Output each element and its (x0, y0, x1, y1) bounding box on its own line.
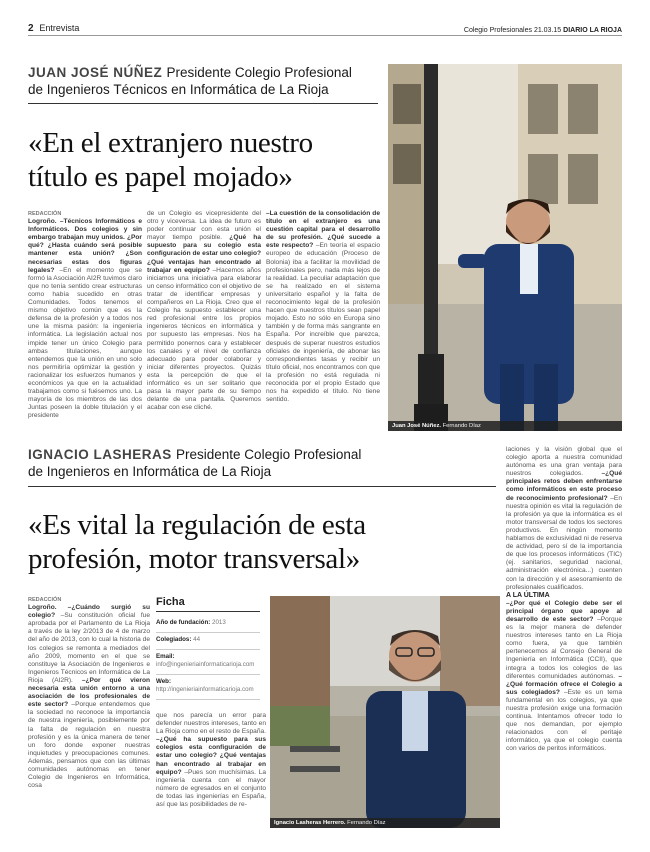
article1-answer-2: –Hacemos años iniciamos una iniciativa para elaborar un censo informático con el objetivo de tratar de identificar empresas y compañeros en La Rioja. Creo que el Colegio ha supuesto establecer una red profesional entre los propios ingenieros técnicos en informática y por supuesto las empresas. Nos ha permitido ponernos cara y establecer los canales y el nivel de confianza adecuado para poder colaborar y iniciar diferentes proyectos. Quizás esta la percepción de que el informático es un ser solitario que pasa la mayor parte de su tiempo delante de una pantalla. Queremos acabar con ese cliché. (147, 266, 261, 412)
article1-question-1: Logroño. –Técnicos Informáticos e Informáticos. Dos colegios y sin embargo trabajan muy unidos. ¿Por qué? ¿Hasta cuándo será posible mantener esta unión? ¿Son necesarias estas dos figuras legales? (28, 218, 142, 274)
article1-person-head (28, 64, 352, 98)
article2-rule (28, 486, 496, 487)
article2-headline-line2: profesión, motor transversal» (28, 543, 360, 575)
ficha-founded-label: Año de fundación: (156, 619, 213, 626)
article1-photo (388, 64, 622, 431)
article1-headline (28, 126, 313, 194)
article1-byline: REDACCIÓN (28, 211, 62, 217)
article2-question-5: –¿Por qué el Colegio debe ser el principal órgano que apoye al desarrollo de este sector? (506, 599, 622, 623)
article2-photo-caption-name: Ignacio Lasheras Herrero. (274, 820, 348, 826)
ficha-title: Ficha (156, 596, 260, 612)
article2-column-1 (28, 596, 150, 828)
edition-date: 21.03.15 (533, 27, 564, 34)
article1-answer-3: –En teoría el espacio europeo de educación (Proceso de Bolonia) iba a facilitar la movilidad de profesionales pero, nada más lejos de la realidad. La peculiar adaptación que se ha realizado en el sistema universitario español y la falta de reconocimiento legal de la profesión hacen que nuestros títulos sean papel mojado. Esto no sólo en Europa sino también y de forma más sangrante en España. Por increíble que parezca, después de superar nuestros estudios oficiales de ingeniería, de abonar las correspondientes tasas y recibir un título oficial, nos encontramos con que la profesión no está regulada ni reconocida por el propio Estado que nos ha expedido el título. No tiene sentido. (266, 242, 380, 404)
article2-byline: REDACCIÓN (28, 597, 62, 603)
article2-photo-caption (270, 818, 500, 828)
article2-column-2 (156, 712, 266, 828)
ficha-box (156, 596, 260, 700)
page-header-right (464, 27, 622, 34)
ficha-founded-value: 2013 (212, 619, 226, 626)
article2-photo (270, 596, 500, 828)
section-name: Entrevista (39, 23, 80, 33)
article2-question-4: –¿Qué principales retos deben enfrentarse como informáticos en este proceso de reconocimiento profesional? (506, 470, 622, 502)
ficha-email-value: info@ingenieriainformaticarioja.com (156, 661, 255, 668)
ficha-email-label: Email: (156, 653, 175, 660)
ficha-web-value: http://ingenieriainformaticarioja.com (156, 686, 254, 693)
ficha-email (156, 650, 260, 675)
article1-photo-caption-name: Juan José Núñez. (392, 423, 443, 429)
article2-column-3 (506, 446, 622, 828)
article1-question-2: ¿Qué ha supuesto para su colegio esta configuración de estar uno colegio? ¿Qué ventajas han encontrado al trabajar en equipo? (147, 234, 261, 274)
page-header-left (28, 23, 79, 34)
article2-question-1: Logroño. –¿Cuándo surgió su colegio? (28, 604, 150, 620)
article1-photo-illustration (388, 64, 622, 431)
article2-answer-1: –Su constitución oficial fue aprobada por el Parlamento de La Rioja a través de la ley 2/2013 de 4 de marzo del año de 2013, con lo cual la historia de los colegios se remonta a mediados del año 2009, momento en el que se constituye la Asociación de Ingenieros e Ingenieros Técnicos en Informática de La Rioja (AI2R). (28, 612, 150, 684)
article2-answer-3-cont: laciones y la visión global que el colegio aporta a nuestra comunidad autónoma es una gran ventaja para nuestros colegiados. (506, 446, 622, 478)
article2-person-head (28, 446, 361, 480)
article1-photo-caption-credit: Fernando Díaz (442, 423, 481, 429)
ficha-founded (156, 616, 260, 633)
article1-name: JUAN JOSÉ NÚÑEZ (28, 65, 167, 80)
article2-headline (28, 508, 366, 576)
article1-column-2 (147, 210, 261, 425)
article2-answer-2: –Porque entendemos que la sociedad no reconoce la importancia de nuestra ingeniería, posiblemente por la falta de regulación en nuestra profesión y es la única manera de tener un foro donde exponer nuestras inquietudes y preocupaciones comunes. Además, pensamos que con las últimas comunidades autónomas en tener Colegio de Ingenieros en Informática, cosa (28, 701, 150, 790)
page-header (28, 22, 622, 36)
article1-rule (28, 103, 378, 104)
article2-role-line2: de Ingenieros en Informática de La Rioja (28, 464, 272, 479)
article1-question-3: –La cuestión de la consolidación de título en el extranjero es una cuestión capital para el desarrollo de su profesión. ¿Qué sucede a este respecto? (266, 210, 380, 250)
article2-answer-6: –Este es un tema fundamental en los colegios, ya que nuestra profesión exige una formación continua. Intentamos ofrecer todo lo que nos demandan, por ejemplo relacionados con el peritaje informático, ya que el colegio cuenta con varios de peritos informáticos. (506, 688, 622, 753)
article2-answer-5: –Porque es la mejor manera de defender nuestros intereses tanto en La Rioja como fuera, ya que también pertenecemos al Consejo General de Ingeniería en Informática (CCII), que integra a todos los colegios de las diferentes comunidades autónomas. (506, 615, 622, 680)
ficha-members (156, 633, 260, 650)
article2-headline-line1: «Es vital la regulación de esta (28, 509, 366, 541)
article2-photo-illustration (270, 596, 500, 828)
article2-question-2: –¿Por qué vieron necesaria esta unión entorno a una asociación de los profesionales de este sector? (28, 676, 150, 709)
article2-question-3: –¿Qué ha supuesto para sus colegios esta configuración de estar uno colegio? ¿Qué ventajas han encontrado al trabajar en equipo? (156, 736, 266, 776)
newspaper-name: DIARIO LA RIOJA (563, 27, 622, 34)
article1-role-line2: de Ingenieros Técnicos en Informática de La Rioja (28, 82, 329, 97)
article2-subtitle: A LA ÚLTIMA (506, 591, 550, 599)
article2-question-6: –¿Qué formación ofrece el Colegio a sus colegiados? (506, 672, 622, 696)
article2-answer-4: –En nuestra opinión es vital la regulación de la profesión ya que la informática es el motor transversal de todos los sectores productivos. En ningún momento hablamos de exclusividad ni de reserva de actividad, pero sí de la importancia de que los procesos informáticos (TIC) (ej. sanitarios, seguridad nacional, administración electrónica...) cuenten con la dirección y el asesoramiento de profesionales cualificados. (506, 494, 622, 591)
article1-column-1 (28, 210, 142, 425)
article1-headline-line2: título es papel mojado» (28, 161, 293, 193)
article2-photo-caption-credit: Fernando Díaz (347, 820, 386, 826)
article1-answer-1-cont: de un Colegio es vicepresidente del otro y viceversa. La idea de futuro es poder continuar con esta unión el mayor tiempo posible. (147, 210, 261, 242)
page-number: 2 (28, 23, 37, 34)
ficha-web-label: Web: (156, 678, 172, 685)
article1-photo-caption (388, 421, 622, 431)
ficha-members-label: Colegiados: (156, 636, 194, 643)
ficha-members-value: 44 (193, 636, 201, 643)
article2-answer-3: –Pues son muchísimas. La ingeniería cuenta con el mayor número de egresados en el conjunto de todas las ingenierías en España, así que las posibilidades de re- (156, 768, 266, 809)
article2-name: IGNACIO LASHERAS (28, 447, 177, 462)
article1-column-3 (266, 210, 380, 425)
article2-answer-2-cont: que nos parecía un error para defender nuestros intereses, tanto en La Rioja como en el resto de España. (156, 712, 266, 736)
ficha-web (156, 675, 260, 700)
article1-headline-line1: «En el extranjero nuestro (28, 127, 313, 159)
article1-role-line1: Presidente Colegio Profesional (166, 65, 352, 80)
article2-role-line1: Presidente Colegio Profesional (176, 447, 362, 462)
edition-name: Colegio Profesionales (463, 27, 534, 34)
article1-answer-1: –En el momento que se formó la Asociación AI2R tuvimos claro que no tenía sentido crear estructuras como había sucedido en otras Comunidades. Todos tenemos el mismo objetivo común que es la defensa de la profesión y a todos nos une la misma pasión: la ingeniería informática. La legislación actual nos impide tener un único Colegio para ambas titulaciones, aunque entendemos que la unión en uno solo nos permitiría optimizar la gestión y racionalizar los esfuerzos humanos y económicos ya que en la actualidad trabajamos como si fuésemos uno. La mayoría de los miembros de las dos Juntas poseen la doble titulación y el presidente (28, 266, 142, 420)
